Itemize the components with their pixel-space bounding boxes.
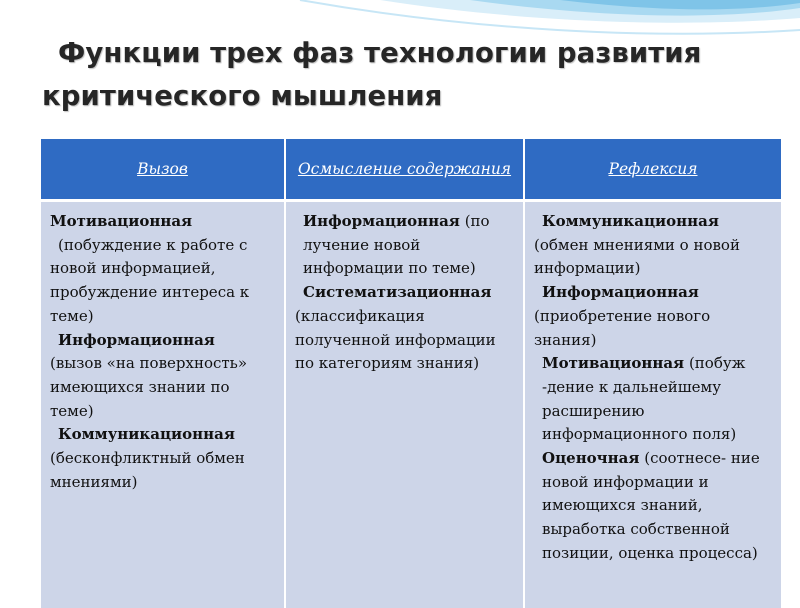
reflection-entry-communicational xyxy=(534,210,773,234)
page-title xyxy=(42,32,782,118)
challenge-entry-informational xyxy=(50,329,276,353)
function-name: Коммуникационная xyxy=(58,425,235,443)
function-description: (побуждение к работе с новой информацией, пробуждение интереса к теме) xyxy=(50,236,249,325)
challenge-entry-communicational xyxy=(50,423,276,447)
comprehension-entry-informational xyxy=(295,210,515,281)
comprehension-entry-systematizing-desc: (классификация полученной информации по категориям знания) xyxy=(295,305,515,376)
function-name: Мотивационная xyxy=(542,354,684,372)
reflection-entry-informational-desc: (приобретение нового знания) xyxy=(534,305,773,352)
table-header-row xyxy=(41,139,781,201)
function-name: Систематизационная xyxy=(303,283,491,301)
cell-comprehension xyxy=(285,201,524,608)
comprehension-entry-systematizing xyxy=(295,281,515,305)
phases-table xyxy=(41,139,781,608)
function-name: Информационная xyxy=(303,212,460,230)
function-name: Оценочная xyxy=(542,449,639,467)
cell-challenge xyxy=(41,201,285,608)
header-comprehension: Осмысление содержания xyxy=(285,139,524,201)
reflection-entry-motivational xyxy=(534,352,773,447)
function-name: Информационная xyxy=(58,331,215,349)
function-description: (по лучение новой информации по теме) xyxy=(303,212,490,277)
function-description: (побуж -дение к дальнейшему расширению информационного поля) xyxy=(542,354,745,443)
title-line-1: Функции трех фаз технологии развития xyxy=(42,32,782,75)
reflection-entry-communicational-desc: (обмен мнениями о новой информации) xyxy=(534,234,773,281)
table-row xyxy=(41,201,781,608)
function-name: Коммуникационная xyxy=(542,212,719,230)
header-reflection: Рефлексия xyxy=(524,139,781,201)
reflection-entry-informational xyxy=(534,281,773,305)
reflection-entry-evaluative xyxy=(534,447,773,566)
header-challenge: Вызов xyxy=(41,139,285,201)
challenge-entry-informational-desc: (вызов «на поверхность» имеющихся знании по теме) xyxy=(50,352,276,423)
function-name: Мотивационная xyxy=(50,212,192,230)
function-name: Информационная xyxy=(542,283,699,301)
function-description: (соотнесе- ние новой информации и имеющихся знаний, выработка собственной позиции, оценка процесса) xyxy=(542,449,760,562)
challenge-entry-motivational xyxy=(50,210,276,329)
challenge-entry-communicational-desc: (бесконфликтный обмен мнениями) xyxy=(50,447,276,494)
cell-reflection xyxy=(524,201,781,608)
title-line-2: критического мышления xyxy=(42,75,782,118)
